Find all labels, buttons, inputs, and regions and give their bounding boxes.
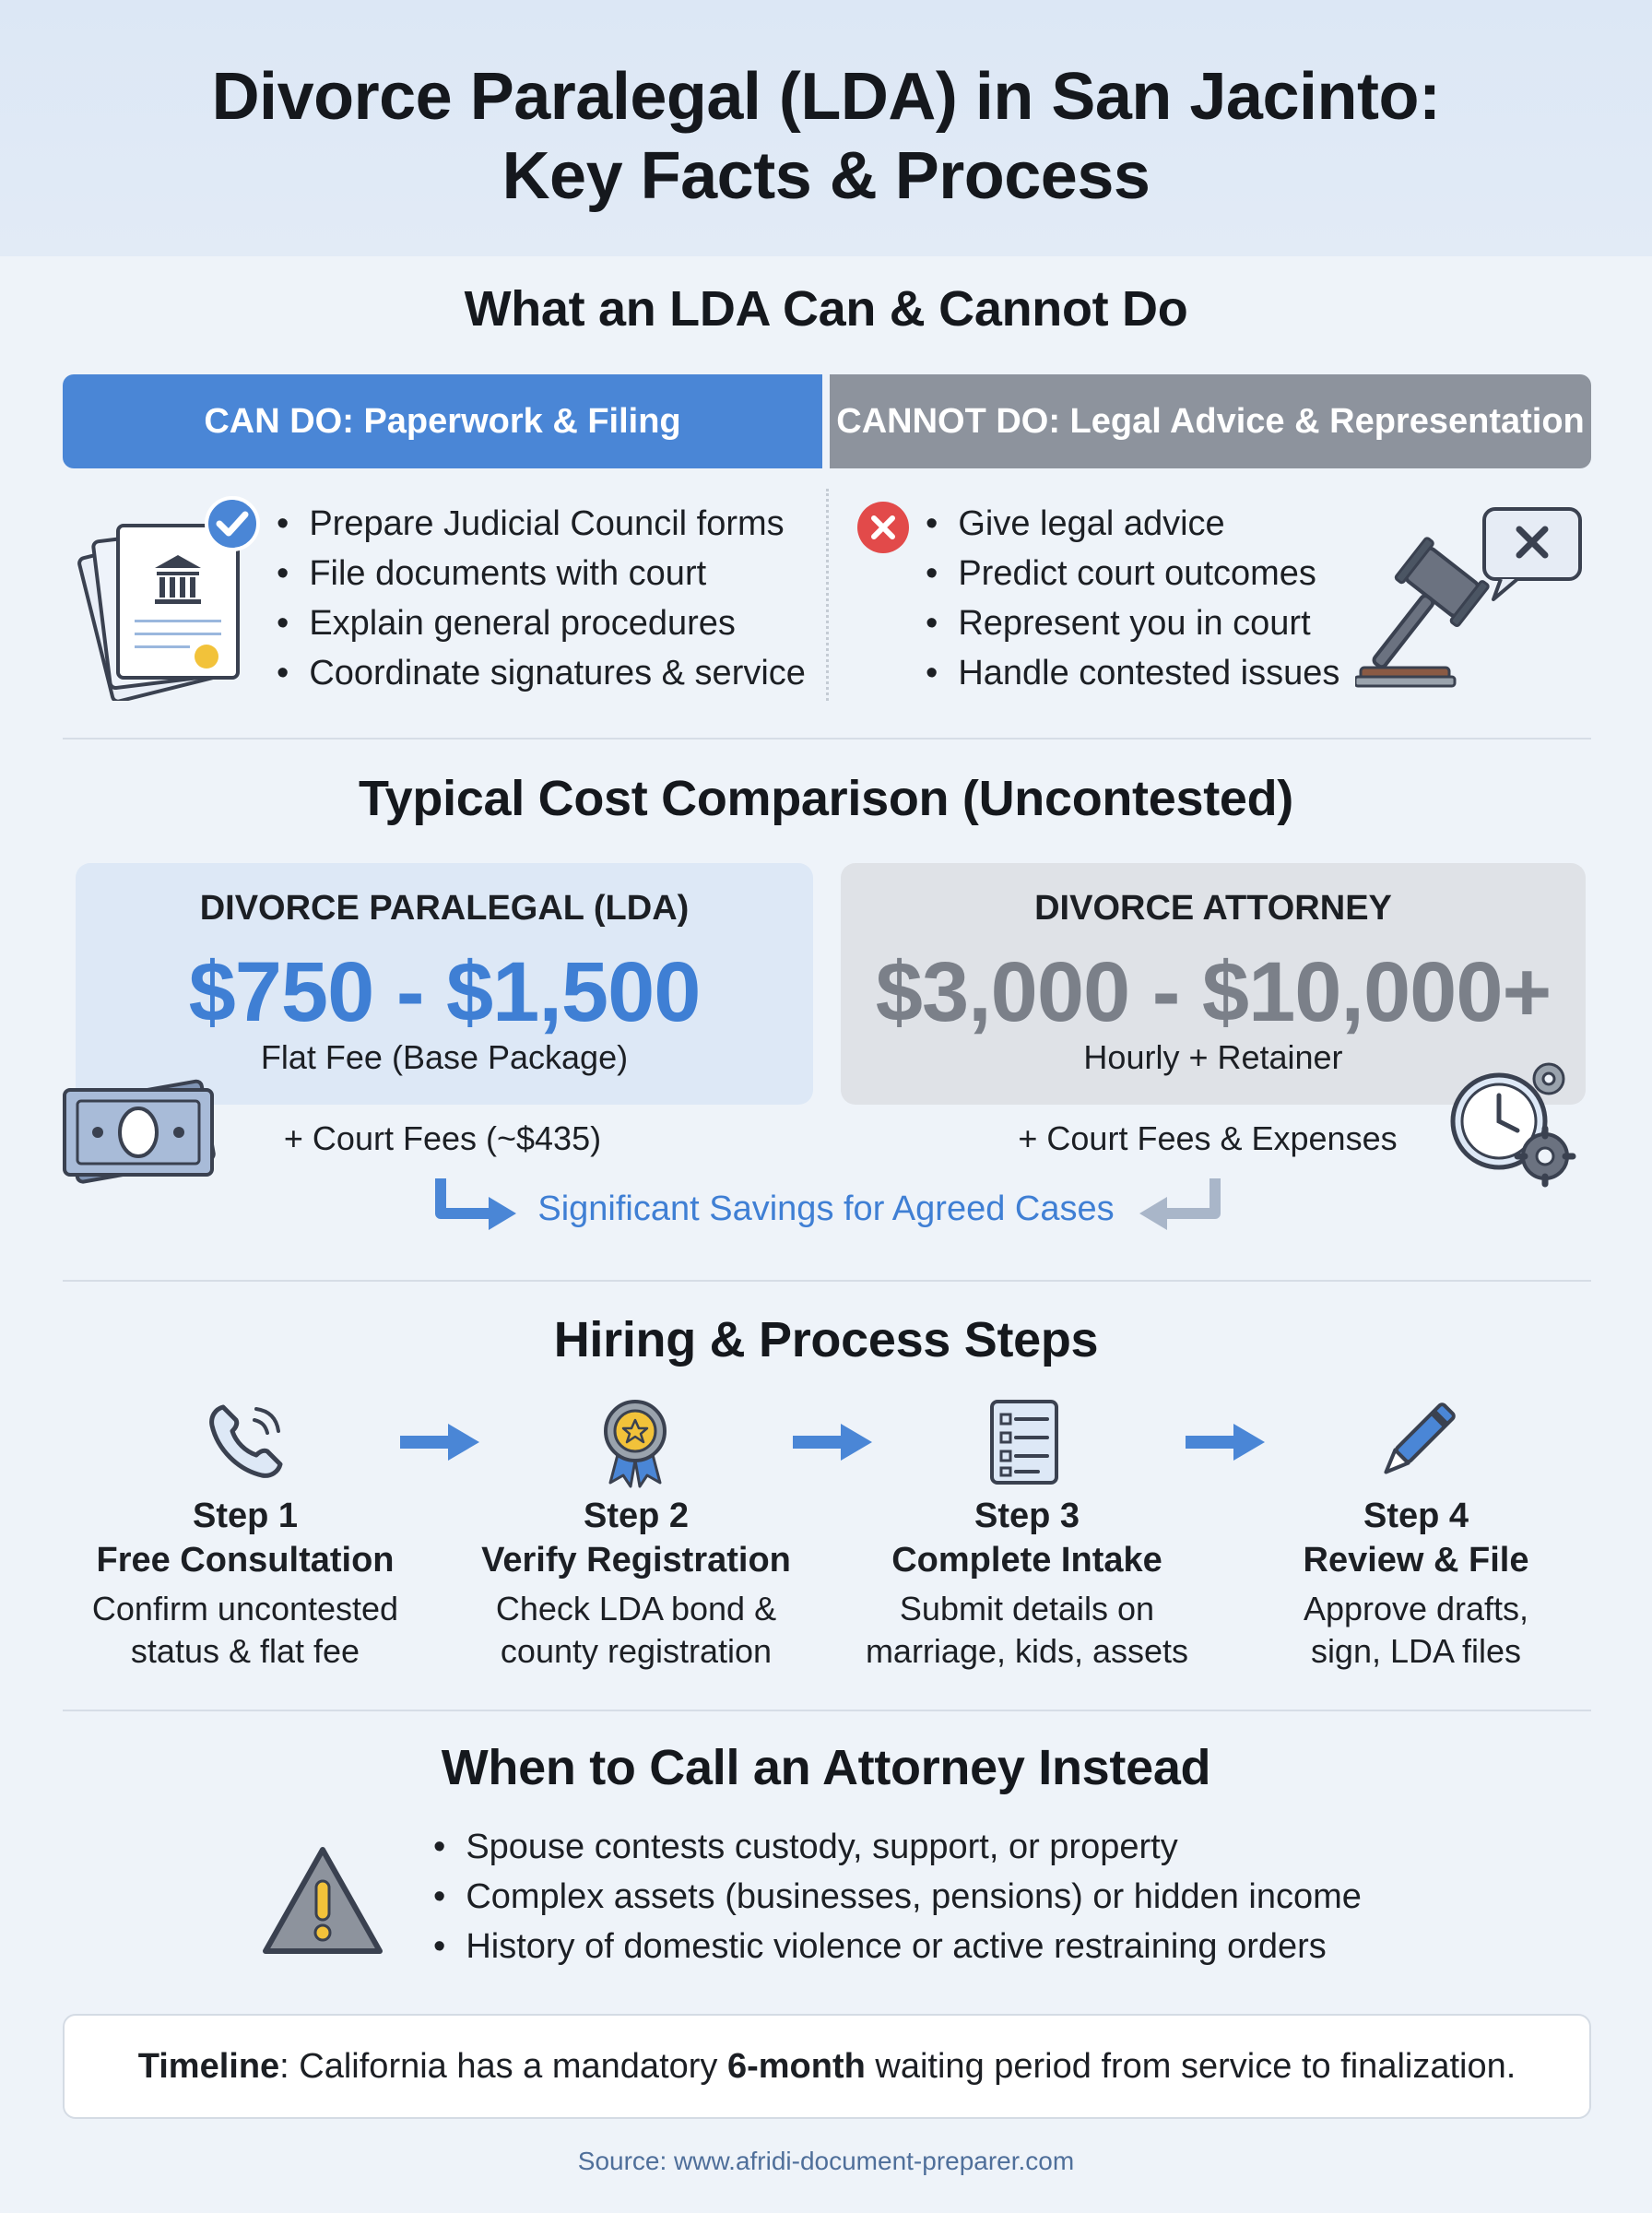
steps-title: Hiring & Process Steps: [553, 1312, 1099, 1367]
can-cannot-title: What an LDA Can & Cannot Do: [464, 281, 1188, 337]
cannot-do-heading: CANNOT DO: Legal Advice & Representation: [830, 374, 1591, 468]
attorney-reasons-list: [433, 1822, 1362, 1971]
card-name: DIVORCE PARALEGAL (LDA): [199, 889, 690, 928]
card-basis: Hourly + Retainer: [1083, 1038, 1343, 1076]
attorney-title: When to Call an Attorney Instead: [441, 1740, 1211, 1795]
step-number: Step 2: [583, 1497, 690, 1535]
arrow-right-icon: [1184, 1422, 1267, 1462]
step-4: [1232, 1494, 1600, 1673]
card-price: $3,000 - $10,000+: [875, 945, 1552, 1039]
step-desc-line: county registration: [500, 1632, 773, 1670]
step-title: Complete Intake: [891, 1541, 1162, 1580]
savings-note: Significant Savings for Agreed Cases: [537, 1189, 1115, 1228]
step-3: [843, 1494, 1211, 1673]
list-item: • Represent you in court: [926, 598, 1339, 648]
step-1: [61, 1494, 430, 1673]
column-divider: [826, 489, 829, 701]
warning-icon: [260, 1844, 385, 1959]
step-description: [452, 1588, 820, 1673]
step-number: Step 4: [1363, 1497, 1469, 1535]
list-item: • Spouse contests custody, support, or property: [433, 1822, 1362, 1872]
card-price: $750 - $1,500: [188, 945, 701, 1039]
document-courthouse-icon: [74, 489, 267, 701]
step-title: Review & File: [1303, 1541, 1529, 1580]
arrow-left-icon: [1136, 1173, 1224, 1237]
step-desc-line: status & flat fee: [130, 1632, 360, 1670]
divider: [63, 1710, 1591, 1711]
badge-icon: [594, 1396, 677, 1488]
list-item: • Coordinate signatures & service: [277, 648, 806, 698]
step-desc-line: Confirm uncontested: [91, 1590, 399, 1627]
step-desc-line: Approve drafts,: [1303, 1590, 1529, 1627]
can-do-list: [277, 499, 806, 698]
can-do-heading: CAN DO: Paperwork & Filing: [63, 374, 822, 468]
arrow-right-icon: [398, 1422, 481, 1462]
list-item: • Explain general procedures: [277, 598, 806, 648]
step-desc-line: marriage, kids, assets: [865, 1632, 1189, 1670]
step-title: Free Consultation: [96, 1541, 395, 1580]
card-basis: Flat Fee (Base Package): [260, 1038, 629, 1076]
header: [0, 0, 1652, 256]
card-name: DIVORCE ATTORNEY: [1034, 889, 1392, 928]
timeline-box: [63, 2014, 1591, 2119]
list-item: • Predict court outcomes: [926, 549, 1339, 598]
title-line-1: Divorce Paralegal (LDA) in San Jacinto:: [211, 60, 1441, 134]
page-title: [0, 57, 1652, 216]
step-number: Step 3: [974, 1497, 1080, 1535]
step-number: Step 1: [192, 1497, 299, 1535]
step-2: [452, 1494, 820, 1673]
divider: [63, 738, 1591, 740]
attorney-court-fees: + Court Fees & Expenses: [1018, 1119, 1398, 1157]
list-item: • Complex assets (businesses, pensions) or hidden income: [433, 1872, 1362, 1922]
pen-icon: [1372, 1398, 1460, 1486]
list-item: • Prepare Judicial Council forms: [277, 499, 806, 549]
money-icon: [57, 1060, 223, 1199]
x-circle-icon: [856, 500, 911, 555]
timeline-text: waiting period from service to finalization.: [865, 2046, 1516, 2086]
cost-title: Typical Cost Comparison (Uncontested): [358, 771, 1293, 826]
phone-icon: [205, 1400, 288, 1483]
step-title: Verify Registration: [481, 1541, 791, 1580]
cannot-do-list: [926, 499, 1339, 698]
gavel-icon: [1355, 505, 1586, 690]
timeline-label: Timeline: [137, 2046, 280, 2086]
source-link[interactable]: Source: www.afridi-document-preparer.com: [577, 2147, 1075, 2175]
step-description: [1232, 1588, 1600, 1673]
list-item: • Give legal advice: [926, 499, 1339, 549]
clock-gears-icon: [1449, 1051, 1578, 1189]
list-item: • History of domestic violence or active restraining orders: [433, 1922, 1362, 1971]
step-description: [61, 1588, 430, 1673]
divider: [63, 1280, 1591, 1282]
step-desc-line: Submit details on: [899, 1590, 1155, 1627]
list-item: • File documents with court: [277, 549, 806, 598]
list-item: • Handle contested issues: [926, 648, 1339, 698]
title-line-2: Key Facts & Process: [502, 139, 1150, 213]
arrow-right-icon: [791, 1422, 874, 1462]
lda-court-fees: + Court Fees (~$435): [283, 1119, 602, 1157]
checklist-icon: [986, 1398, 1064, 1486]
timeline-duration: 6-month: [726, 2046, 866, 2086]
step-desc-line: Check LDA bond &: [495, 1590, 777, 1627]
step-desc-line: sign, LDA files: [1310, 1632, 1522, 1670]
timeline-text: : California has a mandatory: [279, 2046, 727, 2086]
step-description: [843, 1588, 1211, 1673]
